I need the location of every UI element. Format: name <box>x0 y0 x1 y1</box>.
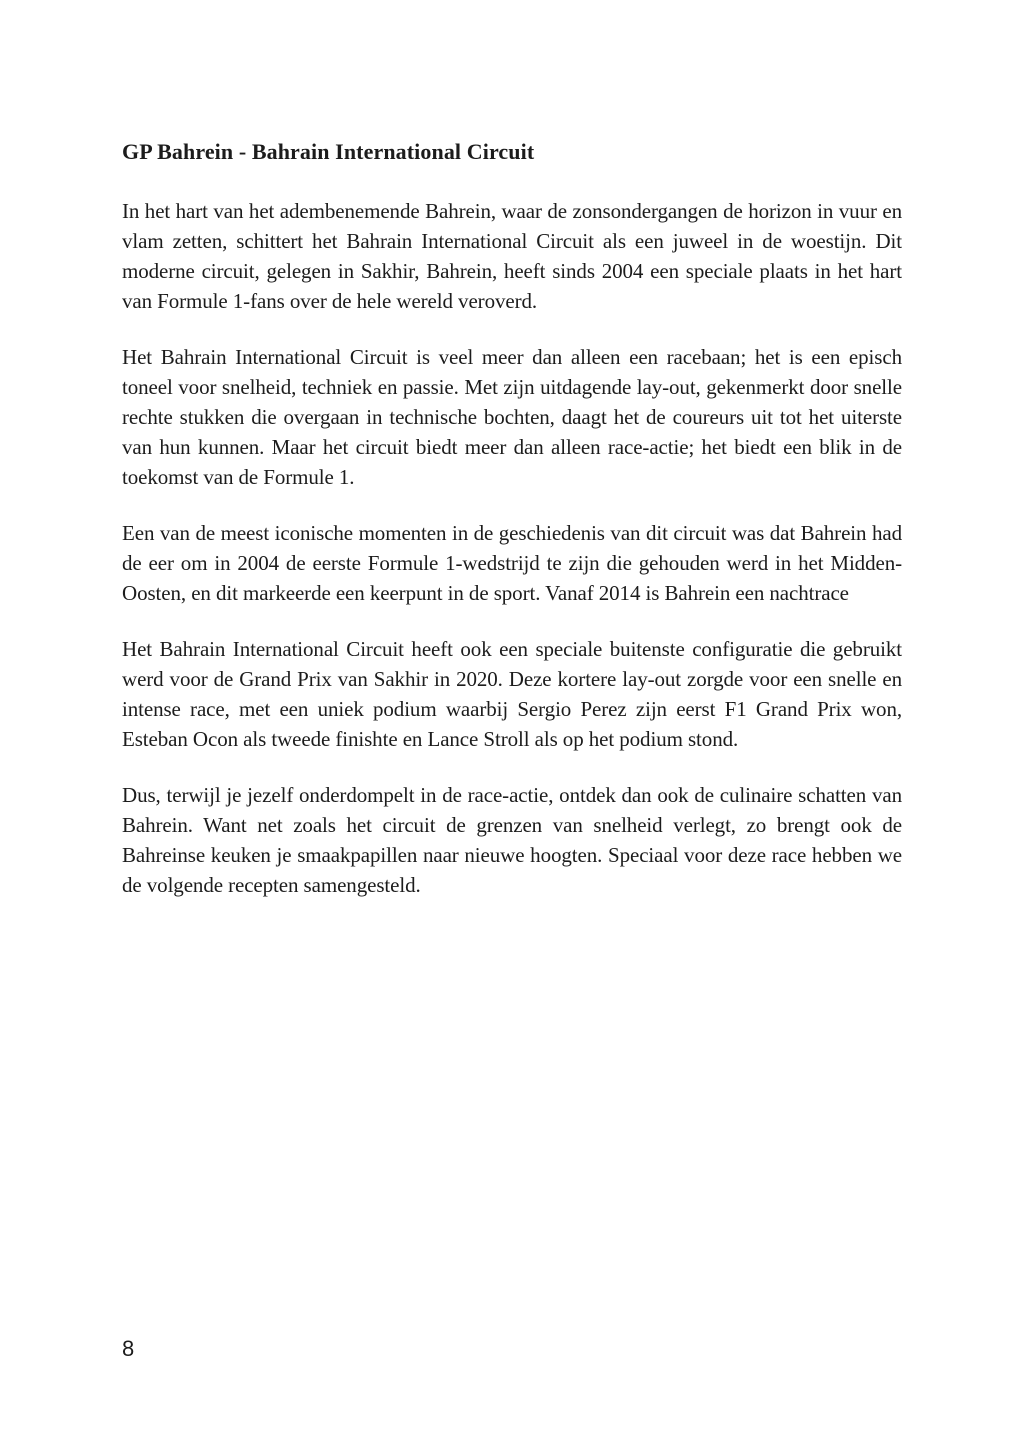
page-title: GP Bahrein - Bahrain International Circuit <box>122 139 535 164</box>
paragraph-intro: In het hart van het adembenemende Bahrein, waar de zonsondergangen de horizon in vuur en vlam zetten, schittert het Bahrain International Circuit als een juweel in de woestijn. Dit moderne circuit, gelegen in Sakhir, Bahrein, heeft sinds 2004 een speciale plaats in het hart van Formule 1-fans over de hele wereld veroverd. <box>122 199 902 313</box>
paragraph-culinary-outro: Dus, terwijl je jezelf onderdompelt in de race-actie, ontdek dan ook de culinaire schatten van Bahrein. Want net zoals het circuit de grenzen van snelheid verlegt, zo brengt ook de Bahreinse keuken je smaakpapillen naar nieuwe hoogten. Speciaal voor deze race hebben we de volgende recepten samengesteld. <box>122 783 902 897</box>
paragraph-outer-configuration: Het Bahrain International Circuit heeft ook een speciale buitenste configuratie die gebruikt werd voor de Grand Prix van Sakhir in 2020. Deze kortere lay-out zorgde voor een snelle en intense race, met een uniek podium waarbij Sergio Perez zijn eerst F1 Grand Prix won, Esteban Ocon als tweede finishte en Lance Stroll als op het podium stond. <box>122 637 902 751</box>
paragraph-circuit-description: Het Bahrain International Circuit is veel meer dan alleen een racebaan; het is een episch toneel voor snelheid, techniek en passie. Met zijn uitdagende lay-out, gekenmerkt door snelle rechte stukken die overgaan in technische bochten, daagt het de coureurs uit tot het uiterste van hun kunnen. Maar het circuit biedt meer dan alleen race-actie; het biedt een blik in de toekomst van de Formule 1. <box>122 345 902 489</box>
page-number: 8 <box>122 1336 135 1361</box>
page-content <box>122 137 902 926</box>
paragraph-iconic-moments: Een van de meest iconische momenten in de geschiedenis van dit circuit was dat Bahrein had de eer om in 2004 de eerste Formule 1-wedstrijd te zijn die gehouden werd in het Midden-Oosten, en dit markeerde een keerpunt in de sport. Vanaf 2014 is Bahrein een nachtrace <box>122 521 902 605</box>
